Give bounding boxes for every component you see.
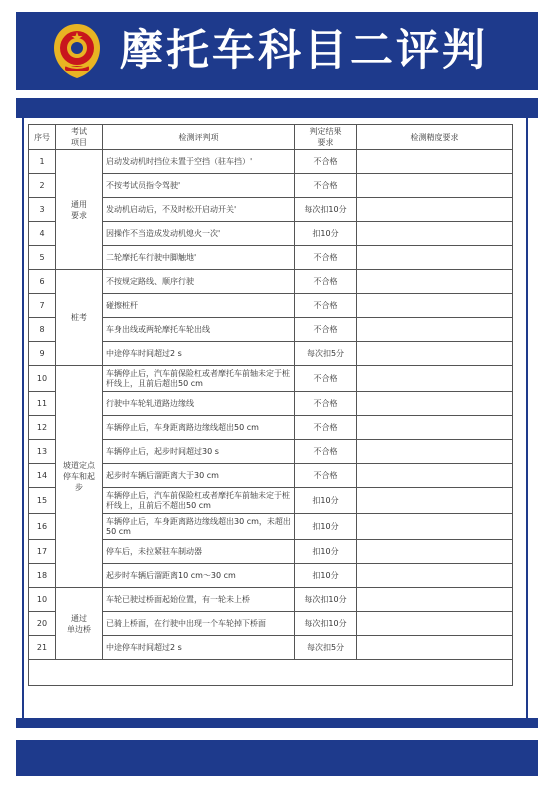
row-item: 车辆停止后，起步时间超过30 s (103, 440, 295, 464)
row-item: 行驶中车轮轧道路边缘线 (103, 392, 295, 416)
row-no: 10 (29, 366, 56, 392)
row-no: 20 (29, 612, 56, 636)
row-precision (357, 246, 513, 270)
row-no: 2 (29, 174, 56, 198)
row-result: 不合格 (295, 150, 357, 174)
top-stripe (16, 98, 538, 118)
row-result: 不合格 (295, 294, 357, 318)
row-no: 17 (29, 540, 56, 564)
row-precision (357, 294, 513, 318)
row-item: 因操作不当造成发动机熄火一次' (103, 222, 295, 246)
row-result: 每次扣10分 (295, 198, 357, 222)
row-no: 16 (29, 514, 56, 540)
row-item: 车辆停止后，车身距离路边缘线超出30 cm，未超出50 cm (103, 514, 295, 540)
column-header-precision: 检测精度要求 (357, 125, 513, 150)
row-result: 不合格 (295, 392, 357, 416)
row-no: 1 (29, 150, 56, 174)
row-result: 每次扣10分 (295, 612, 357, 636)
row-item: 启动发动机时挡位未置于空挡（驻车挡）' (103, 150, 295, 174)
row-item: 二轮摩托车行驶中脚触地' (103, 246, 295, 270)
row-precision (357, 612, 513, 636)
row-result: 不合格 (295, 416, 357, 440)
table-row (29, 588, 513, 612)
row-no: 21 (29, 636, 56, 660)
row-item: 中途停车时间超过2 s (103, 342, 295, 366)
bottom-stripe-thick (16, 740, 538, 776)
row-precision (357, 514, 513, 540)
row-result: 扣10分 (295, 540, 357, 564)
row-item: 发动机启动后，不及时松开启动开关' (103, 198, 295, 222)
row-precision (357, 488, 513, 514)
row-item: 不按规定路线、顺序行驶 (103, 270, 295, 294)
row-precision (357, 564, 513, 588)
row-result: 每次扣5分 (295, 636, 357, 660)
page-title: 摩托车科目二评判 (120, 26, 488, 76)
row-no: 15 (29, 488, 56, 514)
row-precision (357, 198, 513, 222)
row-precision (357, 464, 513, 488)
row-no: 13 (29, 440, 56, 464)
bottom-stripe-thin (16, 718, 538, 728)
row-item: 停车后，未拉紧驻车制动器 (103, 540, 295, 564)
row-item: 起步时车辆后溜距离10 cm～30 cm (103, 564, 295, 588)
row-no: 11 (29, 392, 56, 416)
row-precision (357, 270, 513, 294)
row-no: 9 (29, 342, 56, 366)
row-item: 不按考试员指令驾驶' (103, 174, 295, 198)
table-row (29, 366, 513, 392)
row-precision (357, 540, 513, 564)
row-precision (357, 222, 513, 246)
group-label: 坡道定点 停车和起 步 (56, 366, 103, 588)
row-no: 10 (29, 588, 56, 612)
row-result: 不合格 (295, 246, 357, 270)
group-label: 通用 要求 (56, 150, 103, 270)
row-no: 3 (29, 198, 56, 222)
row-item: 车辆停止后，汽车前保险杠或者摩托车前轴未定于桩杆线上，且前后不超出50 cm (103, 488, 295, 514)
row-item: 中途停车时间超过2 s (103, 636, 295, 660)
row-item: 车辆停止后，车身距离路边缘线超出50 cm (103, 416, 295, 440)
blank-cell (29, 660, 513, 686)
header-band (16, 12, 538, 90)
row-item: 车轮已驶过桥面起始位置，有一轮未上桥 (103, 588, 295, 612)
row-precision (357, 392, 513, 416)
group-label: 通过 单边桥 (56, 588, 103, 660)
row-no: 8 (29, 318, 56, 342)
row-no: 7 (29, 294, 56, 318)
row-result: 扣10分 (295, 488, 357, 514)
row-no: 5 (29, 246, 56, 270)
row-no: 12 (29, 416, 56, 440)
column-header-exam-item: 考试 项目 (56, 125, 103, 150)
police-emblem-icon (50, 22, 104, 80)
row-precision (357, 318, 513, 342)
row-precision (357, 366, 513, 392)
table-row (29, 150, 513, 174)
row-no: 18 (29, 564, 56, 588)
row-precision (357, 174, 513, 198)
row-result: 不合格 (295, 318, 357, 342)
row-result: 不合格 (295, 464, 357, 488)
row-no: 4 (29, 222, 56, 246)
table-header-row (29, 125, 513, 150)
column-header-check-item: 检测评判项 (103, 125, 295, 150)
row-result: 不合格 (295, 366, 357, 392)
column-header-result: 判定结果 要求 (295, 125, 357, 150)
row-result: 扣10分 (295, 514, 357, 540)
row-result: 扣10分 (295, 222, 357, 246)
row-item: 车身出线或两轮摩托车轮出线 (103, 318, 295, 342)
row-item: 车辆停止后，汽车前保险杠或者摩托车前轴未定于桩杆线上，且前后超出50 cm (103, 366, 295, 392)
column-header-no: 序号 (29, 125, 56, 150)
row-result: 不合格 (295, 174, 357, 198)
row-precision (357, 440, 513, 464)
row-result: 不合格 (295, 270, 357, 294)
row-no: 6 (29, 270, 56, 294)
row-no: 14 (29, 464, 56, 488)
row-precision (357, 416, 513, 440)
group-label: 桩考 (56, 270, 103, 366)
row-item: 已骑上桥面，在行驶中出现一个车轮掉下桥面 (103, 612, 295, 636)
row-item: 碰擦桩杆 (103, 294, 295, 318)
table-blank-row (29, 660, 513, 686)
row-precision (357, 150, 513, 174)
row-result: 不合格 (295, 440, 357, 464)
scoring-table (28, 124, 513, 686)
row-result: 扣10分 (295, 564, 357, 588)
row-precision (357, 636, 513, 660)
row-item: 起步时车辆后溜距离大于30 cm (103, 464, 295, 488)
row-result: 每次扣5分 (295, 342, 357, 366)
table-row (29, 270, 513, 294)
row-precision (357, 342, 513, 366)
row-result: 每次扣10分 (295, 588, 357, 612)
row-precision (357, 588, 513, 612)
